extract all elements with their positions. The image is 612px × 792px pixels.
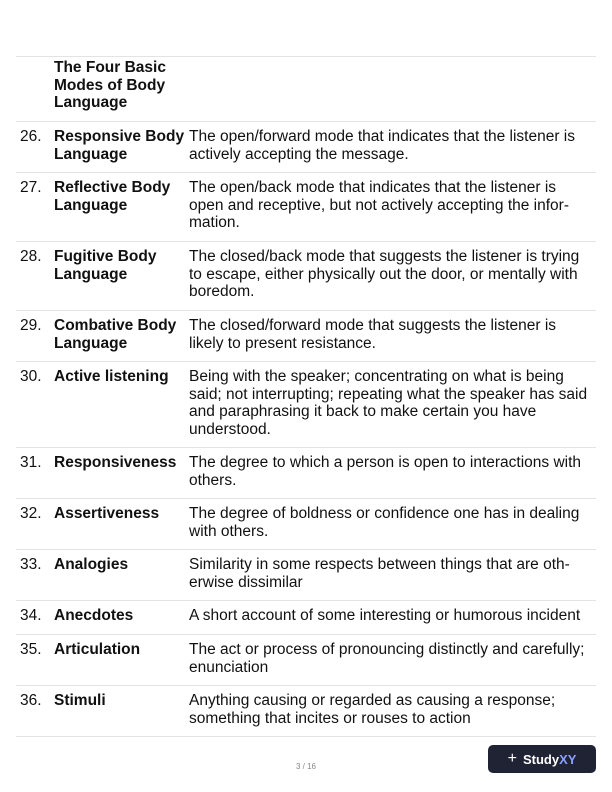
row-number: 26. xyxy=(20,128,42,145)
row-definition: A short account of some interesting or humorous incident xyxy=(189,607,581,624)
term-row xyxy=(16,635,596,686)
row-definition: The open/back mode that indicates that the listener is open and receptive, but not actively accepting the infor-mation. xyxy=(189,179,569,231)
row-definition: Similarity in some respects between things that are oth-erwise dissimilar xyxy=(189,556,570,591)
row-term: Responsiveness xyxy=(54,454,177,471)
row-term: Combative Body Language xyxy=(54,317,177,352)
term-row xyxy=(16,601,596,635)
row-definition: The act or process of pronouncing distinctly and carefully; enunciation xyxy=(189,641,585,676)
row-number: 35. xyxy=(20,641,42,658)
row-definition: The degree of boldness or confidence one has in dealing with others. xyxy=(189,505,580,540)
logo-text-xy: XY xyxy=(559,751,577,767)
term-row xyxy=(16,686,596,737)
row-term: Fugitive Body Language xyxy=(54,248,157,283)
row-term: Responsive Body Language xyxy=(54,128,185,163)
row-term: Analogies xyxy=(54,556,129,573)
row-definition: The closed/forward mode that suggests the listener is likely to present resistance. xyxy=(189,317,557,352)
term-row xyxy=(16,122,596,173)
term-row xyxy=(16,173,596,242)
row-definition: The open/forward mode that indicates that the listener is actively accepting the message. xyxy=(189,128,575,163)
term-row xyxy=(16,242,596,311)
row-number: 27. xyxy=(20,179,42,196)
page-number: 3 / 16 xyxy=(295,762,316,771)
term-row xyxy=(16,311,596,362)
row-number: 29. xyxy=(20,317,42,334)
row-number: 36. xyxy=(20,692,42,709)
row-number: 34. xyxy=(20,607,42,624)
term-row xyxy=(16,448,596,499)
row-definition: Being with the speaker; concentrating on what is being said; not interrupting; repeating what the speaker has said and paraphrasing it back to make certain you have understood. xyxy=(189,368,588,438)
row-definition: The degree to which a person is open to interactions with others. xyxy=(189,454,582,489)
studyxy-logo[interactable] xyxy=(488,745,596,773)
row-term: Active listening xyxy=(54,368,169,385)
row-definition: The closed/back mode that suggests the listener is trying to escape, either physically out the door, or mentally with boredom. xyxy=(189,248,580,300)
section-heading: The Four Basic Modes of Body Language xyxy=(54,59,166,111)
row-number: 33. xyxy=(20,556,42,573)
plus-icon: + xyxy=(507,750,517,767)
row-term: Stimuli xyxy=(54,692,106,709)
header-row xyxy=(16,57,596,122)
row-term: Articulation xyxy=(54,641,141,658)
row-number: 32. xyxy=(20,505,42,522)
row-term: Reflective Body Language xyxy=(54,179,171,214)
row-number: 30. xyxy=(20,368,42,385)
term-row xyxy=(16,550,596,601)
term-row xyxy=(16,362,596,448)
row-term: Assertiveness xyxy=(54,505,160,522)
row-number: 28. xyxy=(20,248,42,265)
logo-text-study: Study xyxy=(522,751,560,767)
row-definition: Anything causing or regarded as causing a response; something that incites or rouses to action xyxy=(189,692,556,727)
row-number: 31. xyxy=(20,454,42,471)
term-row xyxy=(16,499,596,550)
row-term: Anecdotes xyxy=(54,607,134,624)
